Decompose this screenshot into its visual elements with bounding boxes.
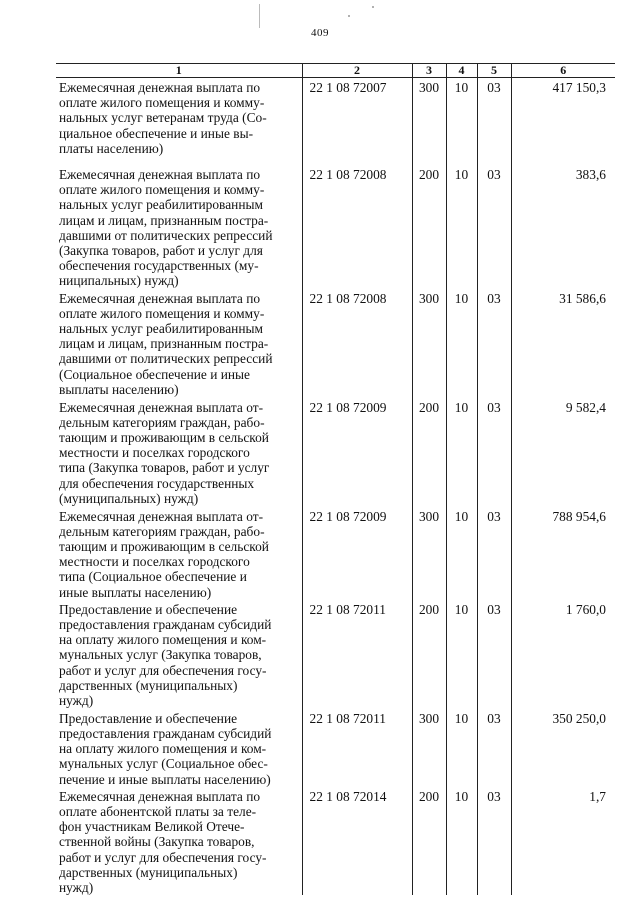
row-name-line: работ и услуг для обеспечения госу- xyxy=(59,662,267,678)
row-pr-cell: 03 xyxy=(477,398,511,507)
table-row xyxy=(56,507,615,600)
row-name-line: (муниципальных) нужд) xyxy=(59,490,199,506)
row-pr-cell: 03 xyxy=(477,165,511,289)
row-name-line: Предоставление и обеспечение xyxy=(59,710,238,726)
row-name-line: оплате абонентской платы за теле- xyxy=(59,804,257,820)
column-header-rz: 4 xyxy=(446,64,477,78)
row-amount-cell: 417 150,3 xyxy=(511,78,615,166)
row-code-cell: 22 1 08 72008 xyxy=(302,289,412,398)
row-name-cell xyxy=(56,289,302,398)
scan-speck xyxy=(372,6,374,8)
row-vr-cell: 300 xyxy=(412,78,446,166)
row-name-cell xyxy=(56,165,302,289)
row-name-line: ственной войны (Закупка товаров, xyxy=(59,834,255,850)
row-name-line: оплате жилого помещения и комму- xyxy=(59,95,265,111)
row-pr-cell: 03 xyxy=(477,507,511,600)
row-name-line: давшими от политических репрессий xyxy=(59,227,273,243)
row-name-line: оплате жилого помещения и комму- xyxy=(59,182,265,198)
budget-table xyxy=(56,63,615,895)
row-name-line: обеспечения государственных (му- xyxy=(59,258,259,274)
row-amount-cell: 1,7 xyxy=(511,787,615,895)
row-name-line: местности и поселках городского xyxy=(59,445,250,461)
row-vr-cell: 300 xyxy=(412,507,446,600)
row-amount-cell: 788 954,6 xyxy=(511,507,615,600)
row-rz-cell: 10 xyxy=(446,507,477,600)
table-header-row xyxy=(56,64,615,78)
row-code-cell: 22 1 08 72009 xyxy=(302,507,412,600)
row-name-line: лицам и лицам, признанным постра- xyxy=(59,336,269,352)
row-name-line: Предоставление и обеспечение xyxy=(59,601,238,617)
row-code-cell: 22 1 08 72011 xyxy=(302,600,412,709)
row-vr-cell: 300 xyxy=(412,289,446,398)
page-number: 409 xyxy=(311,27,329,39)
row-name-line: Ежемесячная денежная выплата по xyxy=(59,80,261,95)
table-row xyxy=(56,709,615,787)
row-code-cell: 22 1 08 72011 xyxy=(302,709,412,787)
row-name-cell xyxy=(56,78,302,166)
row-name-line: Ежемесячная денежная выплата от- xyxy=(59,508,264,524)
row-name-cell xyxy=(56,787,302,895)
table-row xyxy=(56,165,615,289)
scan-mark xyxy=(259,4,260,28)
row-name-line: тающим и проживающим в сельской xyxy=(59,430,269,446)
table-row xyxy=(56,600,615,709)
scan-speck xyxy=(348,15,350,17)
row-name-line: нальных услуг ветеранам труда (Со- xyxy=(59,110,267,126)
column-header-name: 1 xyxy=(56,64,302,78)
row-name-line: нальных услуг реабилитированным xyxy=(59,197,263,213)
row-name-line: иные выплаты населению) xyxy=(59,584,212,600)
table-row xyxy=(56,289,615,398)
row-name-cell xyxy=(56,709,302,787)
row-pr-cell: 03 xyxy=(477,709,511,787)
row-name-line: Ежемесячная денежная выплата по xyxy=(59,788,261,804)
row-name-line: мунальных услуг (Социальное обес- xyxy=(59,756,268,772)
row-name-line: лицам и лицам, признанным постра- xyxy=(59,212,269,228)
row-name-line: дельным категориям граждан, рабо- xyxy=(59,414,265,430)
row-name-cell xyxy=(56,398,302,507)
row-code-cell: 22 1 08 72014 xyxy=(302,787,412,895)
row-name-line: для обеспечения государственных xyxy=(59,475,255,491)
row-vr-cell: 200 xyxy=(412,787,446,895)
row-name-line: выплаты населению) xyxy=(59,381,179,397)
row-rz-cell: 10 xyxy=(446,289,477,398)
row-name-line: Ежемесячная денежная выплата по xyxy=(59,167,261,182)
row-amount-cell: 383,6 xyxy=(511,165,615,289)
row-amount-cell: 1 760,0 xyxy=(511,600,615,709)
row-name-line: тающим и проживающим в сельской xyxy=(59,539,269,555)
column-header-amount: 6 xyxy=(511,64,615,78)
row-name-line: ниципальных) нужд) xyxy=(59,273,179,289)
row-name-line: на оплату жилого помещения и ком- xyxy=(59,741,267,757)
row-rz-cell: 10 xyxy=(446,600,477,709)
row-name-line: оплате жилого помещения и комму- xyxy=(59,305,265,321)
row-name-line: местности и поселках городского xyxy=(59,554,250,570)
row-name-cell xyxy=(56,600,302,709)
row-amount-cell: 9 582,4 xyxy=(511,398,615,507)
row-name-line: фон участникам Великой Отече- xyxy=(59,819,245,835)
row-name-line: давшими от политических репрессий xyxy=(59,351,273,367)
row-vr-cell: 200 xyxy=(412,165,446,289)
row-name-line: дельным категориям граждан, рабо- xyxy=(59,523,265,539)
row-name-line: платы населению) xyxy=(59,140,164,156)
row-name-line: предоставления гражданам субсидий xyxy=(59,617,272,633)
row-name-line: дарственных (муниципальных) xyxy=(59,677,238,693)
row-pr-cell: 03 xyxy=(477,289,511,398)
row-vr-cell: 200 xyxy=(412,600,446,709)
row-name-line: на оплату жилого помещения и ком- xyxy=(59,632,267,648)
row-name-line: дарственных (муниципальных) xyxy=(59,864,238,880)
row-name-line: типа (Закупка товаров, работ и услуг xyxy=(59,460,270,476)
row-name-line: предоставления гражданам субсидий xyxy=(59,726,272,742)
row-name-line: печение и иные выплаты населению) xyxy=(59,771,271,787)
row-rz-cell: 10 xyxy=(446,398,477,507)
table-row xyxy=(56,787,615,895)
row-vr-cell: 200 xyxy=(412,398,446,507)
row-pr-cell: 03 xyxy=(477,787,511,895)
row-name-line: работ и услуг для обеспечения госу- xyxy=(59,849,267,865)
row-amount-cell: 31 586,6 xyxy=(511,289,615,398)
row-rz-cell: 10 xyxy=(446,78,477,166)
column-header-vr: 3 xyxy=(412,64,446,78)
row-name-line: Ежемесячная денежная выплата от- xyxy=(59,399,264,415)
row-vr-cell: 300 xyxy=(412,709,446,787)
row-name-line: нальных услуг реабилитированным xyxy=(59,321,263,337)
row-amount-cell: 350 250,0 xyxy=(511,709,615,787)
table-row xyxy=(56,398,615,507)
row-name-line: (Социальное обеспечение и иные xyxy=(59,366,250,382)
row-name-line: (Закупка товаров, работ и услуг для xyxy=(59,243,263,259)
row-name-line: типа (Социальное обеспечение и xyxy=(59,569,247,585)
column-header-pr: 5 xyxy=(477,64,511,78)
column-header-code: 2 xyxy=(302,64,412,78)
row-code-cell: 22 1 08 72009 xyxy=(302,398,412,507)
row-name-line: мунальных услуг (Закупка товаров, xyxy=(59,647,262,663)
row-code-cell: 22 1 08 72007 xyxy=(302,78,412,166)
row-name-cell xyxy=(56,507,302,600)
row-code-cell: 22 1 08 72008 xyxy=(302,165,412,289)
row-pr-cell: 03 xyxy=(477,78,511,166)
row-rz-cell: 10 xyxy=(446,787,477,895)
row-name-line: нужд) xyxy=(59,880,94,896)
row-rz-cell: 10 xyxy=(446,165,477,289)
row-name-line: нужд) xyxy=(59,693,94,709)
row-rz-cell: 10 xyxy=(446,709,477,787)
row-name-line: циальное обеспечение и иные вы- xyxy=(59,125,254,141)
row-name-line: Ежемесячная денежная выплата по xyxy=(59,290,261,306)
table-row xyxy=(56,78,615,166)
row-pr-cell: 03 xyxy=(477,600,511,709)
